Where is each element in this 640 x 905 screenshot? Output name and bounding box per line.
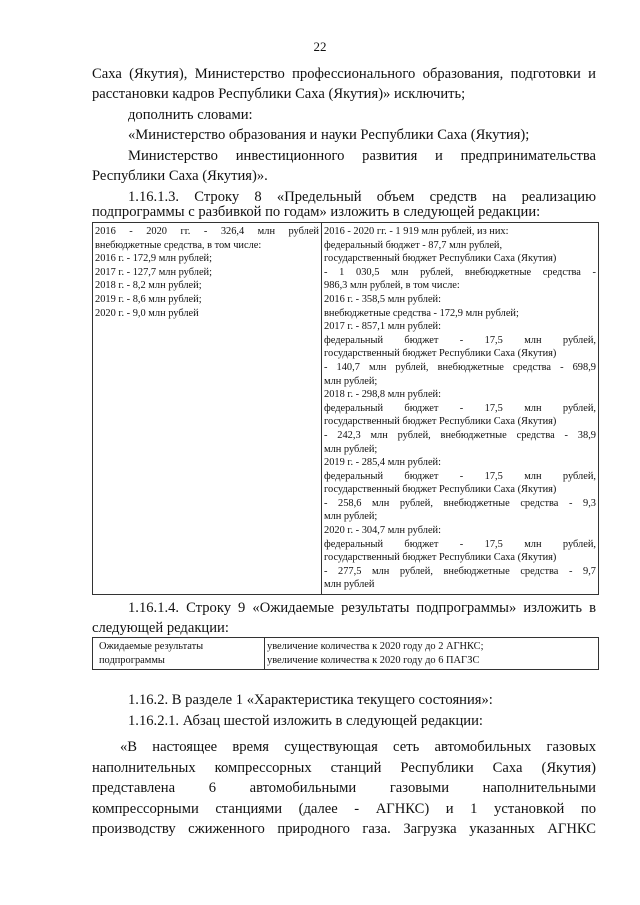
- table-cell-line: Ожидаемые результаты: [99, 641, 204, 652]
- table-cell-line: внебюджетные средства, в том числе:: [95, 239, 262, 251]
- table-cell-line: - 242,3 млн рублей, внебюджетные средства - 38,9: [324, 429, 596, 441]
- table-cell-left: [93, 223, 322, 595]
- paragraph-line: Министерство инвестиционного развития и предпринимательства: [128, 148, 596, 164]
- paragraph-line: 1.16.2.1. Абзац шестой изложить в следующей редакции:: [128, 713, 483, 729]
- table-cell-line: - 140,7 млн рублей, внебюджетные средства - 698,9: [324, 361, 596, 373]
- paragraph-line: следующей редакции:: [92, 620, 229, 636]
- table-cell-line: федеральный бюджет - 17,5 млн рублей,: [324, 538, 596, 550]
- table-cell-line: 2018 г. - 298,8 млн рублей:: [324, 389, 442, 401]
- page-number: 22: [313, 39, 327, 54]
- table-cell-line: 2020 г. - 304,7 млн рублей:: [324, 525, 442, 537]
- table-cell-right: [265, 638, 599, 670]
- table-cell-line: 2019 г. - 8,6 млн рублей;: [95, 293, 202, 305]
- table-cell-line: млн рублей;: [324, 443, 378, 455]
- paragraph-line: Республики Саха (Якутия)».: [92, 168, 268, 184]
- table-cell-line: 2017 г. - 127,7 млн рублей;: [95, 266, 213, 278]
- table-cell-line: федеральный бюджет - 17,5 млн рублей,: [324, 402, 596, 414]
- table-cell-line: млн рублей: [324, 579, 375, 591]
- table-cell-line: - 258,6 млн рублей, внебюджетные средства - 9,3: [324, 497, 596, 509]
- table-cell-line: увеличение количества к 2020 году до 2 АГНКС;: [267, 641, 484, 652]
- table-cell-line: государственный бюджет Республики Саха (Якутия): [324, 552, 557, 564]
- table-cell-line: 2019 г. - 285,4 млн рублей:: [324, 457, 442, 469]
- table-cell-line: млн рублей;: [324, 375, 378, 387]
- table-cell-line: федеральный бюджет - 17,5 млн рублей,: [324, 470, 596, 482]
- table-cell-line: 2016 - 2020 гг. - 1 919 млн рублей, из них:: [324, 226, 509, 237]
- table-row: [93, 223, 599, 595]
- table-cell-line: 986,3 млн рублей, в том числе:: [324, 280, 460, 292]
- paragraph-line: «В настоящее время существующая сеть автомобильных газовых: [120, 739, 596, 755]
- table-cell-line: федеральный бюджет - 17,5 млн рублей,: [324, 334, 596, 346]
- table-cell-line: 2016 г. - 358,5 млн рублей:: [324, 293, 442, 305]
- paragraph-line: дополнить словами:: [128, 107, 253, 123]
- table-cell-line: 2016 - 2020 гг. - 326,4 млн рублей: [95, 226, 319, 237]
- table-cell-line: 2020 г. - 9,0 млн рублей: [95, 307, 199, 319]
- table-cell-line: - 277,5 млн рублей, внебюджетные средства - 9,7: [324, 565, 596, 577]
- table-cell-line: - 1 030,5 млн рублей, внебюджетные средства -: [324, 266, 596, 278]
- table-cell-right: [322, 223, 599, 595]
- paragraph-line: компрессорными станциями (далее - АГНКС) и 1 установкой по: [92, 801, 596, 817]
- table-cell-line: государственный бюджет Республики Саха (Якутия): [324, 484, 557, 496]
- table-cell-line: 2016 г. - 172,9 млн рублей;: [95, 253, 213, 265]
- table-cell-line: государственный бюджет Республики Саха (Якутия): [324, 253, 557, 265]
- paragraph-line: 1.16.1.4. Строку 9 «Ожидаемые результаты подпрограммы» изложить в: [128, 600, 596, 616]
- paragraph-line: подпрограммы с разбивкой по годам» изложить в следующей редакции:: [92, 204, 541, 220]
- table-cell-left: [93, 638, 265, 670]
- table-row: [93, 638, 599, 670]
- funding-table: [92, 222, 599, 595]
- paragraph-line: производству сжиженного природного газа. Загрузка указанных АГНКС: [92, 821, 596, 837]
- paragraph-line: 1.16.2. В разделе 1 «Характеристика текущего состояния»:: [128, 692, 493, 708]
- results-table: [92, 637, 599, 670]
- paragraph-line: «Министерство образования и науки Республики Саха (Якутия);: [128, 127, 530, 143]
- table-cell-line: 2018 г. - 8,2 млн рублей;: [95, 280, 202, 292]
- paragraph-line: Саха (Якутия), Министерство профессионального образования, подготовки и: [92, 66, 596, 82]
- paragraph-line: наполнительных компрессорных станций Республики Саха (Якутия): [92, 760, 596, 776]
- paragraph-line: представлена 6 автомобильными газовыми наполнительными: [92, 780, 596, 796]
- paragraph-line: 1.16.1.3. Строку 8 «Предельный объем средств на реализацию: [128, 189, 596, 205]
- table-cell-line: государственный бюджет Республики Саха (Якутия): [324, 416, 557, 428]
- table-cell-line: государственный бюджет Республики Саха (Якутия): [324, 348, 557, 360]
- table-cell-line: федеральный бюджет - 87,7 млн рублей,: [324, 239, 503, 251]
- table-cell-line: млн рублей;: [324, 511, 378, 523]
- table-cell-line: внебюджетные средства - 172,9 млн рублей;: [324, 307, 519, 319]
- table-cell-line: 2017 г. - 857,1 млн рублей:: [324, 321, 442, 333]
- table-cell-line: увеличение количества к 2020 году до 6 ПАГЗС: [267, 654, 480, 666]
- paragraph-line: расстановки кадров Республики Саха (Якутия)» исключить;: [92, 86, 466, 102]
- table-cell-line: подпрограммы: [99, 654, 165, 666]
